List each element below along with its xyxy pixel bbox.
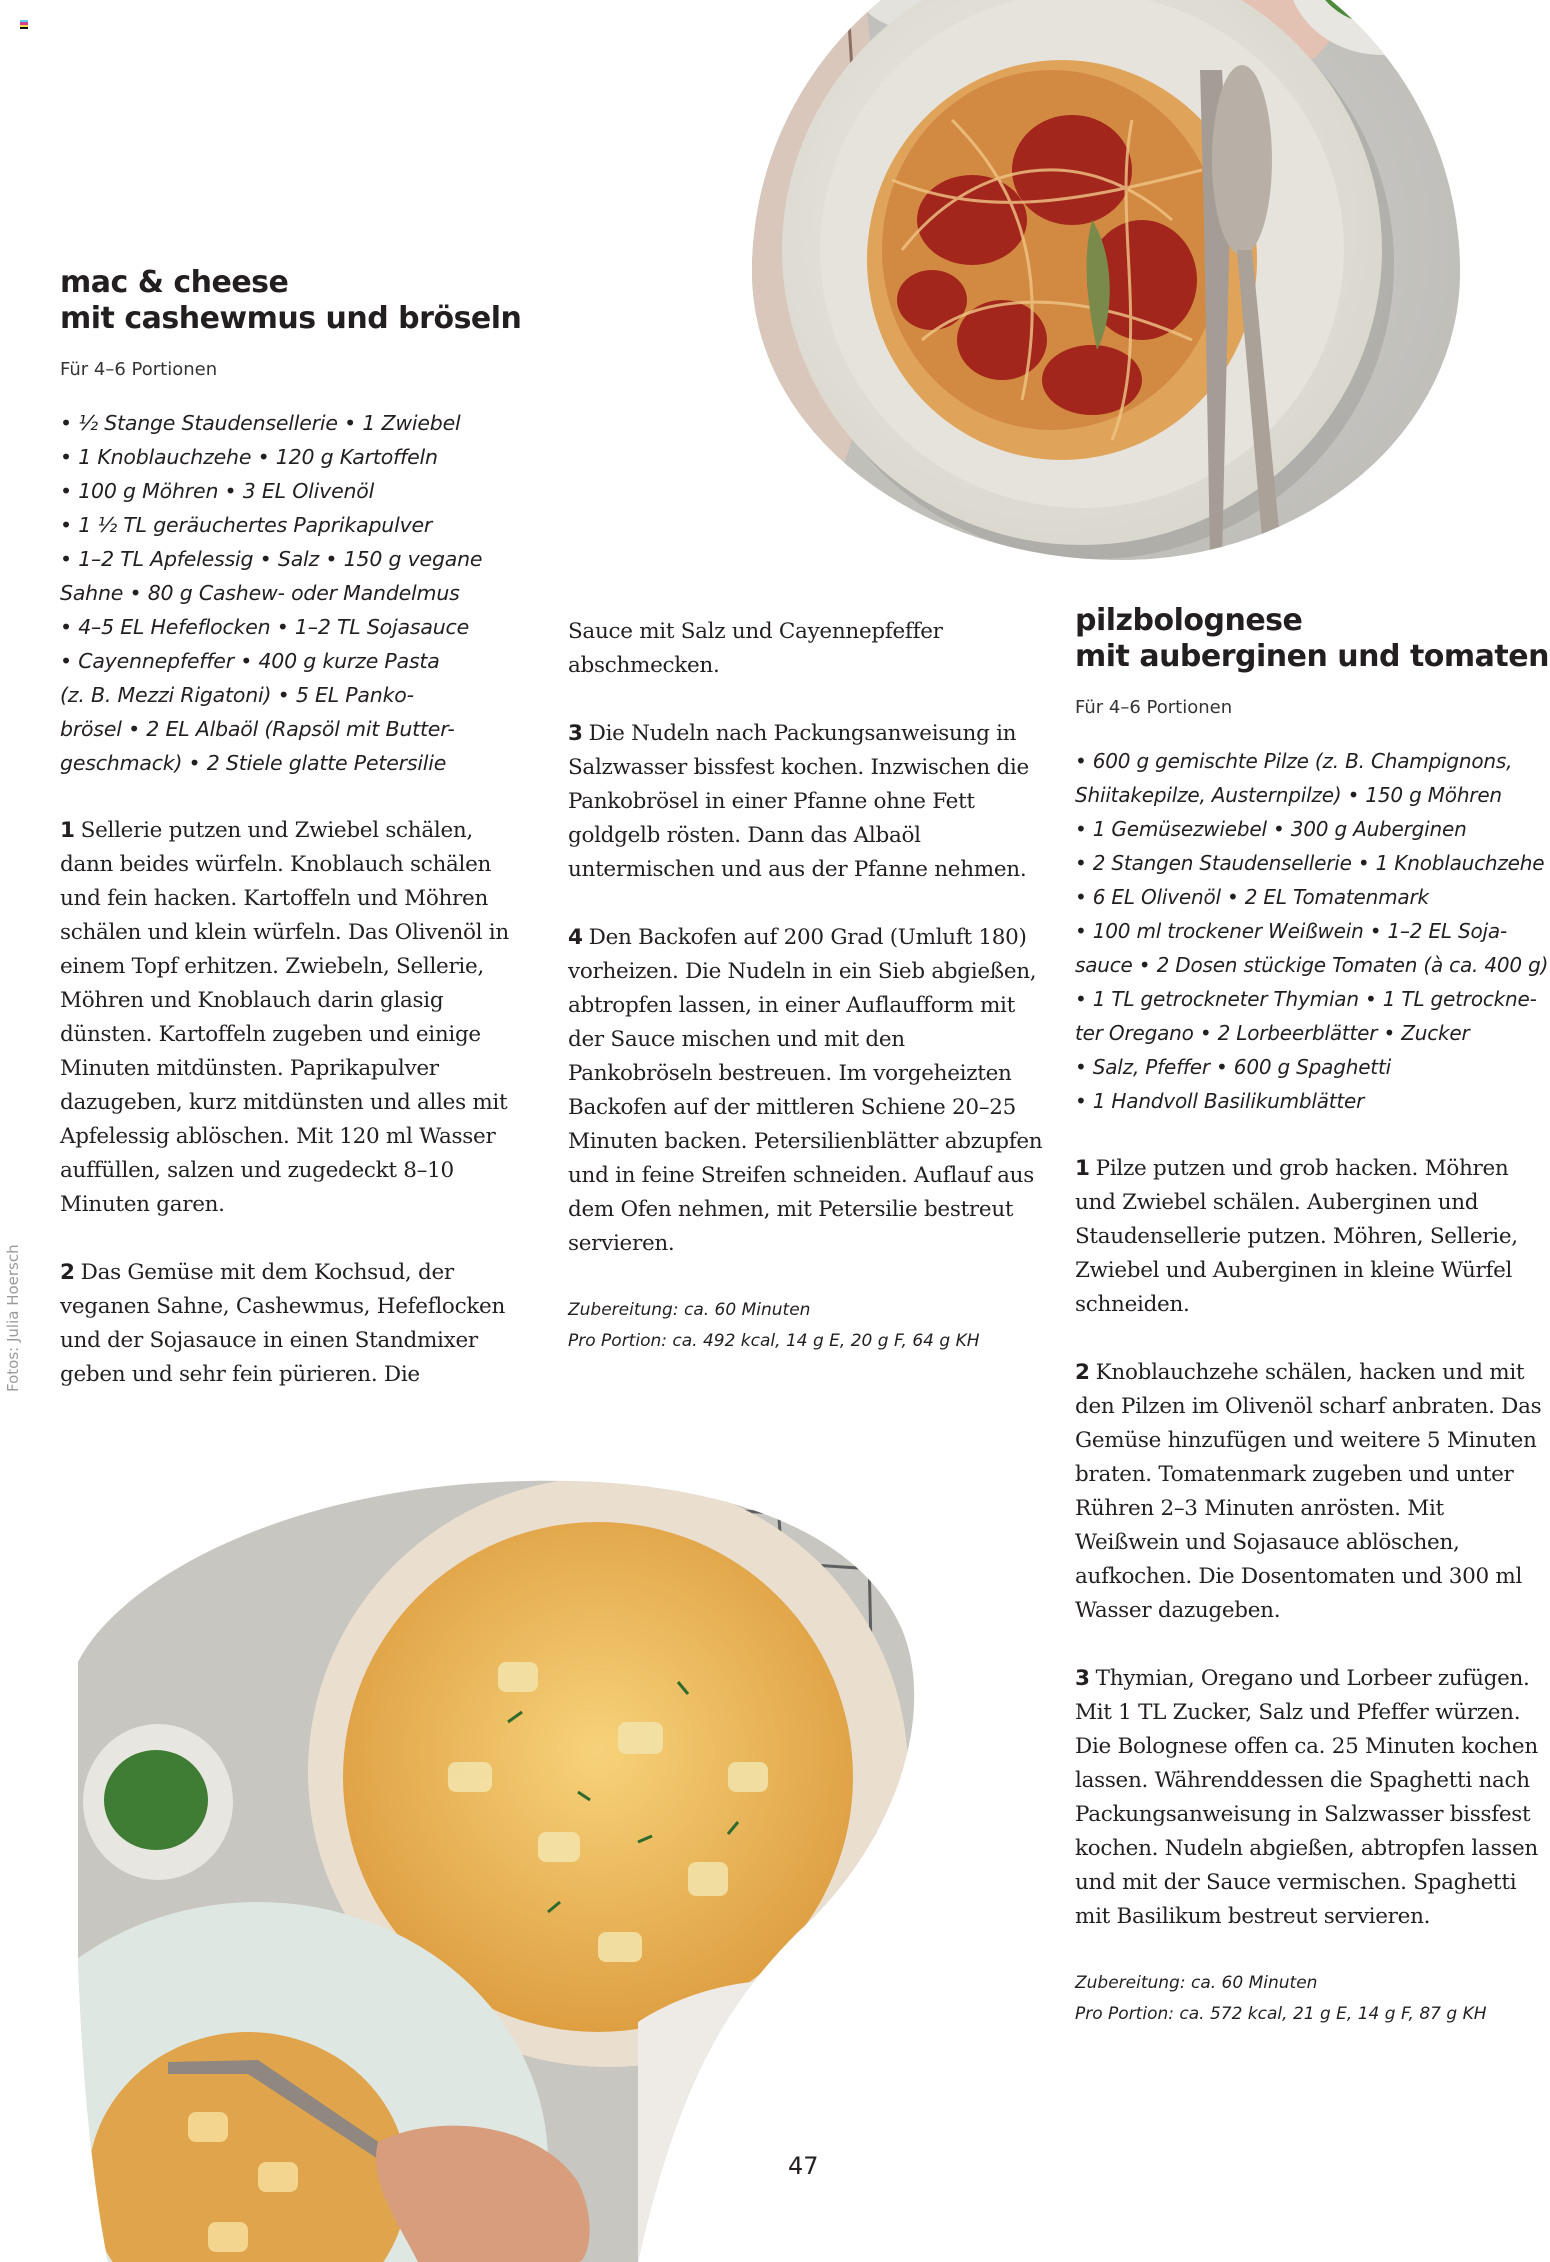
recipe-mac-and-cheese: [60, 265, 530, 1426]
ingredients-list: [60, 406, 530, 780]
step-number: 3: [1075, 1666, 1090, 1691]
step-text: Den Backofen auf 200 Grad (Umluft 180) vorheizen. Die Nudeln in ein Sieb abgießen, abtropfen lassen, in einer Auflaufform mit der Sauce mischen und mit den Pankobröseln bestreuen. Im vorgeheizten Backofen auf der mittleren Schiene 20–25 Minuten backen. Petersilienblätter abzupfen und in feine Streifen schneiden. Auflauf aus dem Ofen nehmen, mit Petersilie bestreut servieren.: [568, 925, 1043, 1256]
step-number: 3: [568, 721, 583, 746]
ingredient-line: (z. B. Mezzi Rigatoni) • 5 EL Panko-: [60, 683, 414, 707]
ingredient-line: Shiitakepilze, Austernpilze) • 150 g Möhren: [1075, 783, 1502, 807]
nutrition-info: Pro Portion: ca. 492 kcal, 14 g E, 20 g F, 64 g KH: [568, 1331, 980, 1351]
step-2: [1075, 1356, 1550, 1628]
ingredient-line: • 600 g gemischte Pilze (z. B. Champignons,: [1075, 749, 1513, 773]
recipe-servings: Für 4–6 Portionen: [1075, 697, 1233, 718]
spaghetti-plate-illustration: [752, 0, 1460, 560]
step-1: [1075, 1152, 1550, 1322]
step-text: Das Gemüse mit dem Kochsud, der veganen Sahne, Cashewmus, Hefeflocken und der Sojasauce in einen Standmixer geben und sehr fein pürieren. Die: [60, 1260, 506, 1387]
step-text: Thymian, Oregano und Lorbeer zufügen. Mit 1 TL Zucker, Salz und Pfeffer würzen. Die Bolognese offen ca. 25 Minuten kochen lassen. Währenddessen die Spaghetti nach Packungsanweisung in Salzwasser bissfest kochen. Nudeln abgießen, abtropfen lassen und mit der Sauce vermischen. Spaghetti mit Basilikum bestreut servieren.: [1075, 1666, 1538, 1929]
step-2-continued: [568, 615, 1050, 683]
ingredients-list: [1075, 744, 1550, 1118]
step-2: [60, 1256, 530, 1392]
ingredient-line: Sahne • 80 g Cashew- oder Mandelmus: [60, 581, 460, 605]
instructions: [1075, 1152, 1550, 1934]
recipe-title: [1075, 603, 1550, 675]
print-color-marker: [20, 20, 28, 29]
recipe-title-line1: mac & cheese: [60, 265, 289, 300]
ingredient-line: • 1 Handvoll Basilikumblätter: [1075, 1089, 1365, 1113]
step-1: [60, 814, 530, 1222]
mac-and-cheese-photo: [78, 1462, 920, 2262]
ingredient-line: • 1 TL getrockneter Thymian • 1 TL getrockne-: [1075, 987, 1537, 1011]
ingredient-line: • 6 EL Olivenöl • 2 EL Tomatenmark: [1075, 885, 1429, 909]
ingredient-line: • 1 Knoblauchzehe • 120 g Kartoffeln: [60, 445, 438, 469]
step-3: [568, 717, 1050, 887]
spaghetti-bolognese-photo: [752, 0, 1460, 560]
ingredient-line: • Cayennepfeffer • 400 g kurze Pasta: [60, 649, 440, 673]
instructions: [60, 814, 530, 1392]
ingredient-line: • 4–5 EL Hefeflocken • 1–2 TL Sojasauce: [60, 615, 469, 639]
step-text: Die Nudeln nach Packungsanweisung in Salzwasser bissfest kochen. Inzwischen die Pankobrösel in einer Pfanne ohne Fett goldgelb rösten. Dann das Albaöl untermischen und aus der Pfanne nehmen.: [568, 721, 1029, 882]
step-4: [568, 921, 1050, 1261]
step-number: 4: [568, 925, 583, 950]
ingredient-line: ter Oregano • 2 Lorbeerblätter • Zucker: [1075, 1021, 1470, 1045]
ingredient-line: • 1 ½ TL geräuchertes Paprikapulver: [60, 513, 433, 537]
recipe-mac-and-cheese-continued: [568, 615, 1050, 1357]
ingredient-line: • 100 ml trockener Weißwein • 1–2 EL Soja-: [1075, 919, 1507, 943]
recipe-title-line2: mit auberginen und tomaten: [1075, 639, 1549, 674]
photo-credit: Fotos: Julia Hoersch: [4, 1244, 22, 1392]
recipe-title-line1: pilzbolognese: [1075, 603, 1303, 638]
step-text: Sauce mit Salz und Cayennepfeffer abschmecken.: [568, 619, 943, 678]
step-text: Knoblauchzehe schälen, hacken und mit den Pilzen im Olivenöl scharf anbraten. Das Gemüse hinzufügen und weitere 5 Minuten braten. Tomatenmark zugeben und unter Rühren 2–3 Minuten anrösten. Mit Weißwein und Sojasauce ablöschen, aufkochen. Die Dosentomaten und 300 ml Wasser dazugeben.: [1075, 1360, 1542, 1623]
step-text: Sellerie putzen und Zwiebel schälen, dann beides würfeln. Knoblauch schälen und fein hacken. Kartoffeln und Möhren schälen und klein würfeln. Das Olivenöl in einem Topf erhitzen. Zwiebeln, Sellerie, Möhren und Knoblauch darin glasig dünsten. Kartoffeln zugeben und einige Minuten mitdünsten. Paprikapulver dazugeben, kurz mitdünsten und alles mit Apfelessig ablöschen. Mit 120 ml Wasser auffüllen, salzen und zugedeckt 8–10 Minuten garen.: [60, 818, 509, 1217]
ingredient-line: • 1 Gemüsezwiebel • 300 g Auberginen: [1075, 817, 1467, 841]
recipe-title-line2: mit cashewmus und bröseln: [60, 301, 522, 336]
recipe-servings: Für 4–6 Portionen: [60, 359, 218, 380]
step-number: 2: [1075, 1360, 1090, 1385]
step-number: 1: [1075, 1156, 1090, 1181]
step-number: 2: [60, 1260, 75, 1285]
ingredient-line: • 100 g Möhren • 3 EL Olivenöl: [60, 479, 375, 503]
nutrition-info: Pro Portion: ca. 572 kcal, 21 g E, 14 g F, 87 g KH: [1075, 2004, 1487, 2024]
recipe-pilzbolognese: [1075, 603, 1550, 2030]
ingredient-line: brösel • 2 EL Albaöl (Rapsöl mit Butter-: [60, 717, 455, 741]
step-3: [1075, 1662, 1550, 1934]
step-number: 1: [60, 818, 75, 843]
mac-and-cheese-illustration: [78, 1462, 920, 2262]
ingredient-line: • ½ Stange Staudensellerie • 1 Zwiebel: [60, 411, 461, 435]
ingredient-line: geschmack) • 2 Stiele glatte Petersilie: [60, 751, 447, 775]
recipe-title: [60, 265, 530, 337]
prep-time: Zubereitung: ca. 60 Minuten: [1075, 1973, 1318, 1993]
ingredient-line: sauce • 2 Dosen stückige Tomaten (à ca. 400 g): [1075, 953, 1549, 977]
prep-time: Zubereitung: ca. 60 Minuten: [568, 1300, 811, 1320]
marker-black: [20, 27, 28, 29]
page-number: 47: [788, 2152, 819, 2180]
ingredient-line: • Salz, Pfeffer • 600 g Spaghetti: [1075, 1055, 1391, 1079]
ingredient-line: • 2 Stangen Staudensellerie • 1 Knoblauchzehe: [1075, 851, 1545, 875]
ingredient-line: • 1–2 TL Apfelessig • Salz • 150 g vegane: [60, 547, 483, 571]
step-text: Pilze putzen und grob hacken. Möhren und Zwiebel schälen. Auberginen und Staudensellerie putzen. Möhren, Sellerie, Zwiebel und Auberginen in kleine Würfel schneiden.: [1075, 1156, 1518, 1317]
